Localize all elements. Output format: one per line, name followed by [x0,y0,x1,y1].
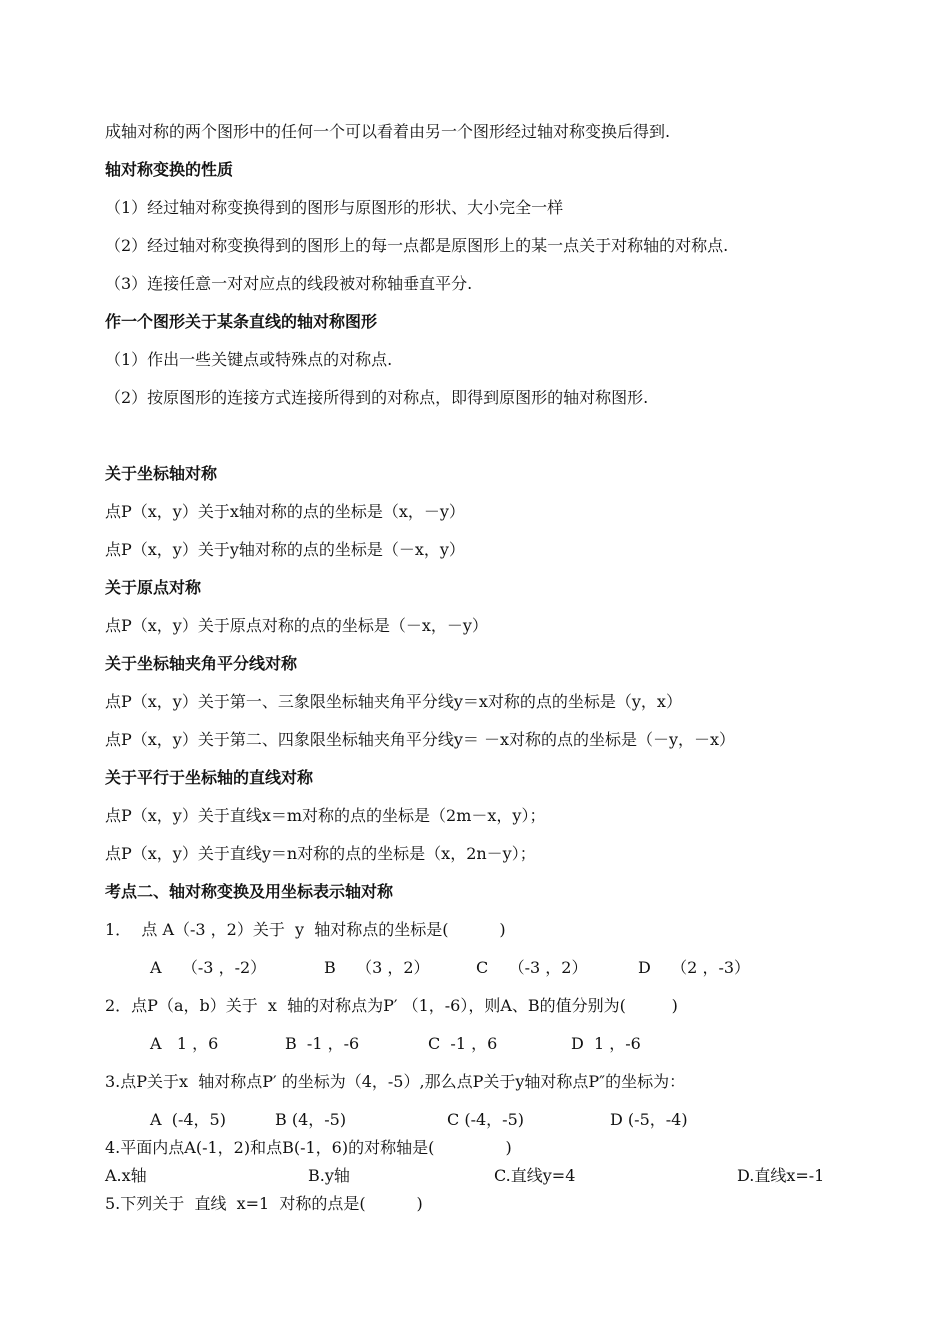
rule-line: 点P（x，y）关于y轴对称的点的坐标是（－x，y） [105,540,465,559]
intro-text: 成轴对称的两个图形中的任何一个可以看着由另一个图形经过轴对称变换后得到. [105,122,671,141]
question-4-option-a: A.x轴 [105,1166,147,1185]
question-3-stem: 3.点P关于x 轴对称点P′ 的坐标为（4，-5）,那么点P关于y轴对称点P″的坐标为： [105,1072,686,1091]
property-item: （3）连接任意一对对应点的线段被对称轴垂直平分. [105,274,473,293]
question-2-stem: 2．点P（a，b）关于 x 轴的对称点为P′ （1，-6），则A、B的值分别为( ) [105,996,678,1015]
question-3-option-d: D (-5，-4) [610,1110,688,1129]
question-2-option-a: A 1 ，6 [150,1034,219,1053]
heading-symmetry-properties: 轴对称变换的性质 [105,160,234,179]
question-1-stem: 1． 点 A（-3 ，2）关于 y 轴对称点的坐标是( ) [105,920,506,939]
heading-axis-symmetry: 关于坐标轴对称 [105,464,218,483]
question-1-option-c: C （-3 ，2） [476,958,588,977]
construct-step: （2）按原图形的连接方式连接所得到的对称点，即得到原图形的轴对称图形. [105,388,649,407]
property-item: （1）经过轴对称变换得到的图形与原图形的形状、大小完全一样 [105,198,564,217]
question-1-option-a: A （-3 ，-2） [150,958,267,977]
question-1-option-d: D （2 ，-3） [638,958,751,977]
construct-step: （1）作出一些关键点或特殊点的对称点. [105,350,393,369]
question-5-stem: 5.下列关于 直线 x=1 对称的点是( ) [105,1194,423,1213]
question-4-option-b: B.y轴 [308,1166,350,1185]
question-3-option-c: C (-4，-5) [447,1110,524,1129]
heading-parallel-line-symmetry: 关于平行于坐标轴的直线对称 [105,768,314,787]
rule-line: 点P（x，y）关于直线y＝n对称的点的坐标是（x，2n－y）； [105,844,536,863]
rule-line: 点P（x，y）关于x轴对称的点的坐标是（x，－y） [105,502,465,521]
question-3-option-a: A (-4，5) [150,1110,226,1129]
heading-construct-symmetric-figure: 作一个图形关于某条直线的轴对称图形 [105,312,378,331]
question-2-option-d: D 1 ，-6 [571,1034,641,1053]
question-1-option-b: B （3 ，2） [324,958,430,977]
rule-line: 点P（x，y）关于第二、四象限坐标轴夹角平分线y＝ －x对称的点的坐标是（－y，－x） [105,730,736,749]
question-4-stem: 4.平面内点A(-1，2)和点B(-1，6)的对称轴是( ) [105,1138,512,1157]
rule-line: 点P（x，y）关于直线x＝m对称的点的坐标是（2m－x，y）； [105,806,546,825]
question-4-option-d: D.直线x=-1 [737,1166,825,1185]
heading-origin-symmetry: 关于原点对称 [105,578,202,597]
rule-line: 点P（x，y）关于原点对称的点的坐标是（－x，－y） [105,616,488,635]
heading-exam-point-two: 考点二、轴对称变换及用坐标表示轴对称 [105,882,394,901]
property-item: （2）经过轴对称变换得到的图形上的每一点都是原图形上的某一点关于对称轴的对称点. [105,236,729,255]
heading-bisector-symmetry: 关于坐标轴夹角平分线对称 [105,654,298,673]
rule-line: 点P（x，y）关于第一、三象限坐标轴夹角平分线y＝x对称的点的坐标是（y，x） [105,692,682,711]
question-2-option-c: C -1 ，6 [428,1034,498,1053]
question-2-option-b: B -1 ，-6 [285,1034,360,1053]
question-4-option-c: C.直线y=4 [494,1166,576,1185]
question-3-option-b: B (4，-5) [275,1110,347,1129]
